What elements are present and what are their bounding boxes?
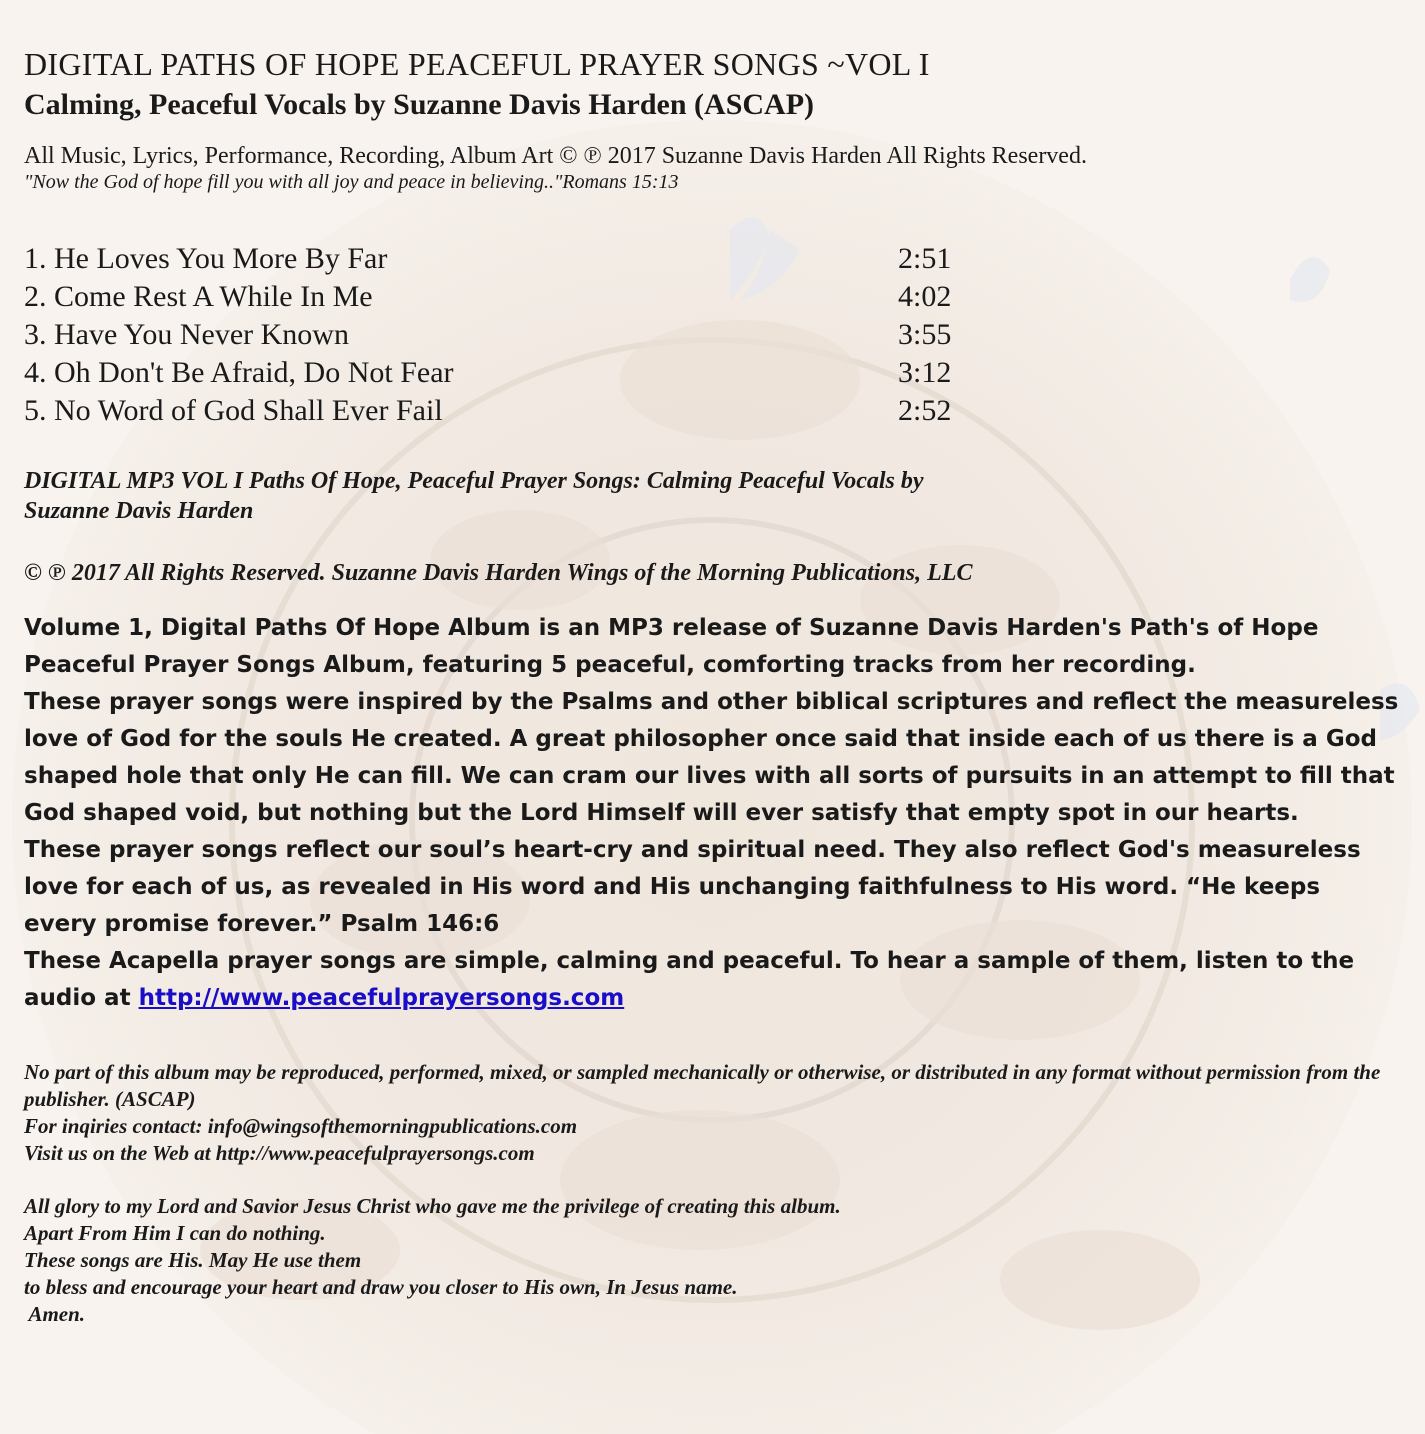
description-paragraph: These prayer songs were inspired by the Psalms and other biblical scriptures and reflect the measureless love of God for the souls He created. A great philosopher once said that inside each of us there is a God shaped hole that only He can fill. We can cram our lives with all sorts of pursuits in an attempt to fill that God shaped void, but nothing but the Lord Himself will ever satisfy that empty spot in our hearts. [24,689,1399,826]
track-title: 3. Have You Never Known [24,318,349,351]
website-link[interactable]: http://www.peacefulprayersongs.com [138,985,625,1011]
description-paragraph [24,943,1399,1017]
track-duration: 3:55 [898,318,952,351]
legal-line: No part of this album may be reproduced, performed, mixed, or sampled mechanically or otherwise, or distributed in any format without permission from the publisher. (ASCAP) [24,1060,1381,1111]
track-row [24,240,1404,278]
track-duration: 4:02 [898,280,952,313]
description-text: These Acapella prayer songs are simple, calming and peaceful. To hear a sample of them, listen to the audio at [24,948,1355,1011]
track-duration: 2:51 [898,242,952,275]
album-title: DIGITAL PATHS OF HOPE PEACEFUL PRAYER SONGS ~VOL I [24,46,930,82]
track-title: 5. No Word of God Shall Ever Fail [24,394,443,427]
copyright-line: © ℗ 2017 All Rights Reserved. Suzanne Davis Harden Wings of the Morning Publications, LLC [24,560,973,586]
web-line: Visit us on the Web at http://www.peacefulprayersongs.com [24,1141,535,1165]
track-row [24,354,1404,392]
track-title: 1. He Loves You More By Far [24,242,388,275]
dedication-line: All glory to my Lord and Savior Jesus Christ who gave me the privilege of creating this album. [24,1194,841,1218]
contact-line: For inqiries contact: info@wingsofthemorningpublications.com [24,1114,578,1138]
rights-notice: All Music, Lyrics, Performance, Recording, Album Art © ℗ 2017 Suzanne Davis Harden All Rights Reserved. [24,143,1087,169]
track-list [24,240,1404,430]
dedication [24,1193,1404,1328]
album-liner-notes [24,44,1404,1328]
track-row [24,392,1404,430]
description-paragraph: Volume 1, Digital Paths Of Hope Album is an MP3 release of Suzanne Davis Harden's Path's of Hope Peaceful Prayer Songs Album, featuring 5 peaceful, comforting tracks from her recording. [24,615,1319,678]
scripture-verse: "Now the God of hope fill you with all joy and peace in believing.."Romans 15:13 [24,171,679,193]
track-duration: 3:12 [898,356,952,389]
mp3-release-title [24,466,1224,526]
track-duration: 2:52 [898,394,952,427]
track-row [24,278,1404,316]
dedication-line: Apart From Him I can do nothing. [24,1221,326,1245]
description-paragraph: These prayer songs reflect our soul’s heart-cry and spiritual need. They also reflect God's measureless love for each of us, as revealed in His word and His unchanging faithfulness to His word. “He keeps every promise forever.” Psalm 146:6 [24,837,1361,937]
track-title: 2. Come Rest A While In Me [24,280,373,313]
mp3-title-line: DIGITAL MP3 VOL I Paths Of Hope, Peaceful Prayer Songs: Calming Peaceful Vocals by [24,468,924,494]
dedication-line: These songs are His. May He use them [24,1248,362,1272]
track-title: 4. Oh Don't Be Afraid, Do Not Fear [24,356,454,389]
track-row [24,316,1404,354]
album-description [24,610,1399,1017]
dedication-line: Amen. [24,1302,86,1326]
mp3-title-line: Suzanne Davis Harden [24,498,254,524]
album-subtitle: Calming, Peaceful Vocals by Suzanne Davis Harden (ASCAP) [24,88,815,121]
legal-notice [24,1059,1394,1167]
dedication-line: to bless and encourage your heart and draw you closer to His own, In Jesus name. [24,1275,738,1299]
